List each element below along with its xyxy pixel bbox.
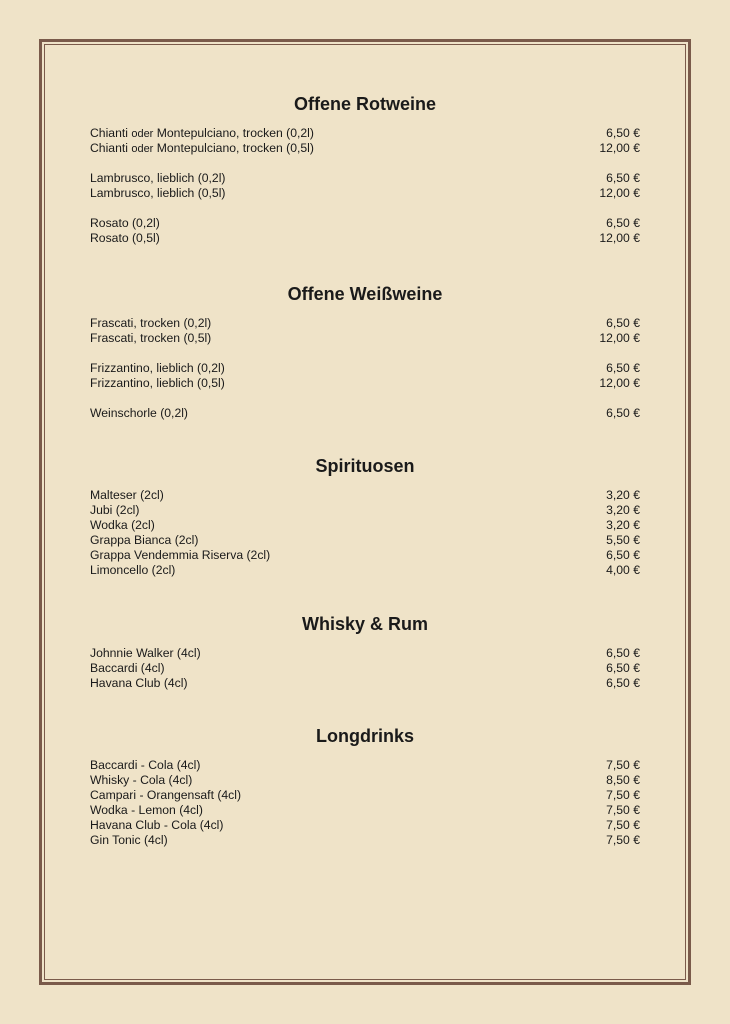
item-price: 7,50 €	[606, 803, 640, 817]
menu-item-row	[90, 186, 640, 201]
menu-section-offene-rotweine	[90, 90, 640, 246]
menu-item-row	[90, 661, 640, 676]
item-name-part: Chianti	[90, 141, 132, 155]
item-price: 5,50 €	[606, 533, 640, 547]
menu-item-row	[90, 376, 640, 391]
menu-section-spirituosen	[90, 452, 640, 578]
item-price: 12,00 €	[599, 231, 640, 245]
menu-item-row	[90, 833, 640, 848]
group-spacer	[90, 346, 640, 361]
item-price: 7,50 €	[606, 833, 640, 847]
item-name: Whisky - Cola (4cl)	[90, 773, 193, 787]
menu-item-row	[90, 533, 640, 548]
item-price: 6,50 €	[606, 216, 640, 230]
item-price: 7,50 €	[606, 788, 640, 802]
item-name-conjunction: oder	[131, 143, 154, 155]
menu-item-row	[90, 231, 640, 246]
item-list	[90, 646, 640, 691]
item-name: Rosato (0,2l)	[90, 216, 160, 230]
item-name: Wodka (2cl)	[90, 518, 155, 532]
item-price: 6,50 €	[606, 676, 640, 690]
item-list	[90, 126, 640, 246]
item-price: 3,20 €	[606, 503, 640, 517]
item-price: 8,50 €	[606, 773, 640, 787]
menu-item-row	[90, 563, 640, 578]
item-name: Johnnie Walker (4cl)	[90, 646, 201, 660]
menu-item-row	[90, 803, 640, 818]
item-price: 6,50 €	[606, 661, 640, 675]
section-title: Offene Rotweine	[293, 94, 436, 114]
menu-item-row	[90, 316, 640, 331]
menu-item-row	[90, 676, 640, 691]
item-price: 6,50 €	[606, 316, 640, 330]
item-name	[90, 141, 314, 156]
menu-item-row	[90, 503, 640, 518]
item-name: Frascati, trocken (0,2l)	[90, 316, 212, 330]
item-name: Campari - Orangensaft (4cl)	[90, 788, 242, 802]
menu-item-row	[90, 548, 640, 563]
menu-item-row	[90, 788, 640, 803]
item-name: Wodka - Lemon (4cl)	[90, 803, 203, 817]
item-price: 7,50 €	[606, 818, 640, 832]
item-name: Weinschorle (0,2l)	[90, 406, 188, 420]
item-name: Havana Club (4cl)	[90, 676, 188, 690]
item-price: 6,50 €	[606, 126, 640, 140]
item-price: 6,50 €	[606, 406, 640, 420]
item-name-part: Montepulciano, trocken (0,5l)	[153, 141, 314, 155]
item-price: 6,50 €	[606, 548, 640, 562]
item-price: 3,20 €	[606, 518, 640, 532]
item-list	[90, 488, 640, 578]
item-name-conjunction: oder	[131, 128, 154, 140]
menu-item-row	[90, 141, 640, 156]
menu-item-row	[90, 818, 640, 833]
menu-section-offene-wei-weine	[90, 280, 640, 421]
menu-section-longdrinks	[90, 722, 640, 848]
item-price: 7,50 €	[606, 758, 640, 772]
item-name: Frizzantino, lieblich (0,2l)	[90, 361, 225, 375]
group-spacer	[90, 391, 640, 406]
item-name: Jubi (2cl)	[90, 503, 140, 517]
menu-item-row	[90, 216, 640, 231]
menu-item-row	[90, 126, 640, 141]
item-name	[90, 126, 314, 141]
menu-item-row	[90, 758, 640, 773]
menu-item-row	[90, 488, 640, 503]
menu-item-row	[90, 773, 640, 788]
group-spacer	[90, 156, 640, 171]
section-title: Offene Weißweine	[287, 284, 443, 304]
menu-section-whisky-rum	[90, 610, 640, 691]
menu-item-row	[90, 646, 640, 661]
item-name: Lambrusco, lieblich (0,5l)	[90, 186, 226, 200]
item-name: Havana Club - Cola (4cl)	[90, 818, 224, 832]
group-spacer	[90, 201, 640, 216]
item-name: Grappa Vendemmia Riserva (2cl)	[90, 548, 271, 562]
item-list	[90, 316, 640, 421]
item-name: Frascati, trocken (0,5l)	[90, 331, 212, 345]
item-list	[90, 758, 640, 848]
item-name: Baccardi (4cl)	[90, 661, 165, 675]
item-name-part: Montepulciano, trocken (0,2l)	[153, 126, 314, 140]
section-title: Spirituosen	[315, 456, 415, 476]
item-price: 4,00 €	[606, 563, 640, 577]
menu-item-row	[90, 171, 640, 186]
item-price: 12,00 €	[599, 331, 640, 345]
section-title: Longdrinks	[316, 726, 414, 746]
item-name: Gin Tonic (4cl)	[90, 833, 168, 847]
item-price: 3,20 €	[606, 488, 640, 502]
menu-item-row	[90, 518, 640, 533]
section-title: Whisky & Rum	[301, 614, 429, 634]
item-price: 6,50 €	[606, 171, 640, 185]
item-name: Lambrusco, lieblich (0,2l)	[90, 171, 226, 185]
menu-item-row	[90, 361, 640, 376]
item-price: 6,50 €	[606, 646, 640, 660]
item-name-part: Chianti	[90, 126, 132, 140]
item-name: Rosato (0,5l)	[90, 231, 160, 245]
item-price: 12,00 €	[599, 141, 640, 155]
item-name: Frizzantino, lieblich (0,5l)	[90, 376, 225, 390]
item-name: Baccardi - Cola (4cl)	[90, 758, 201, 772]
item-price: 12,00 €	[599, 186, 640, 200]
item-name: Malteser (2cl)	[90, 488, 164, 502]
item-name: Grappa Bianca (2cl)	[90, 533, 199, 547]
item-name: Limoncello (2cl)	[90, 563, 176, 577]
item-price: 12,00 €	[599, 376, 640, 390]
menu-item-row	[90, 331, 640, 346]
menu-item-row	[90, 406, 640, 421]
item-price: 6,50 €	[606, 361, 640, 375]
